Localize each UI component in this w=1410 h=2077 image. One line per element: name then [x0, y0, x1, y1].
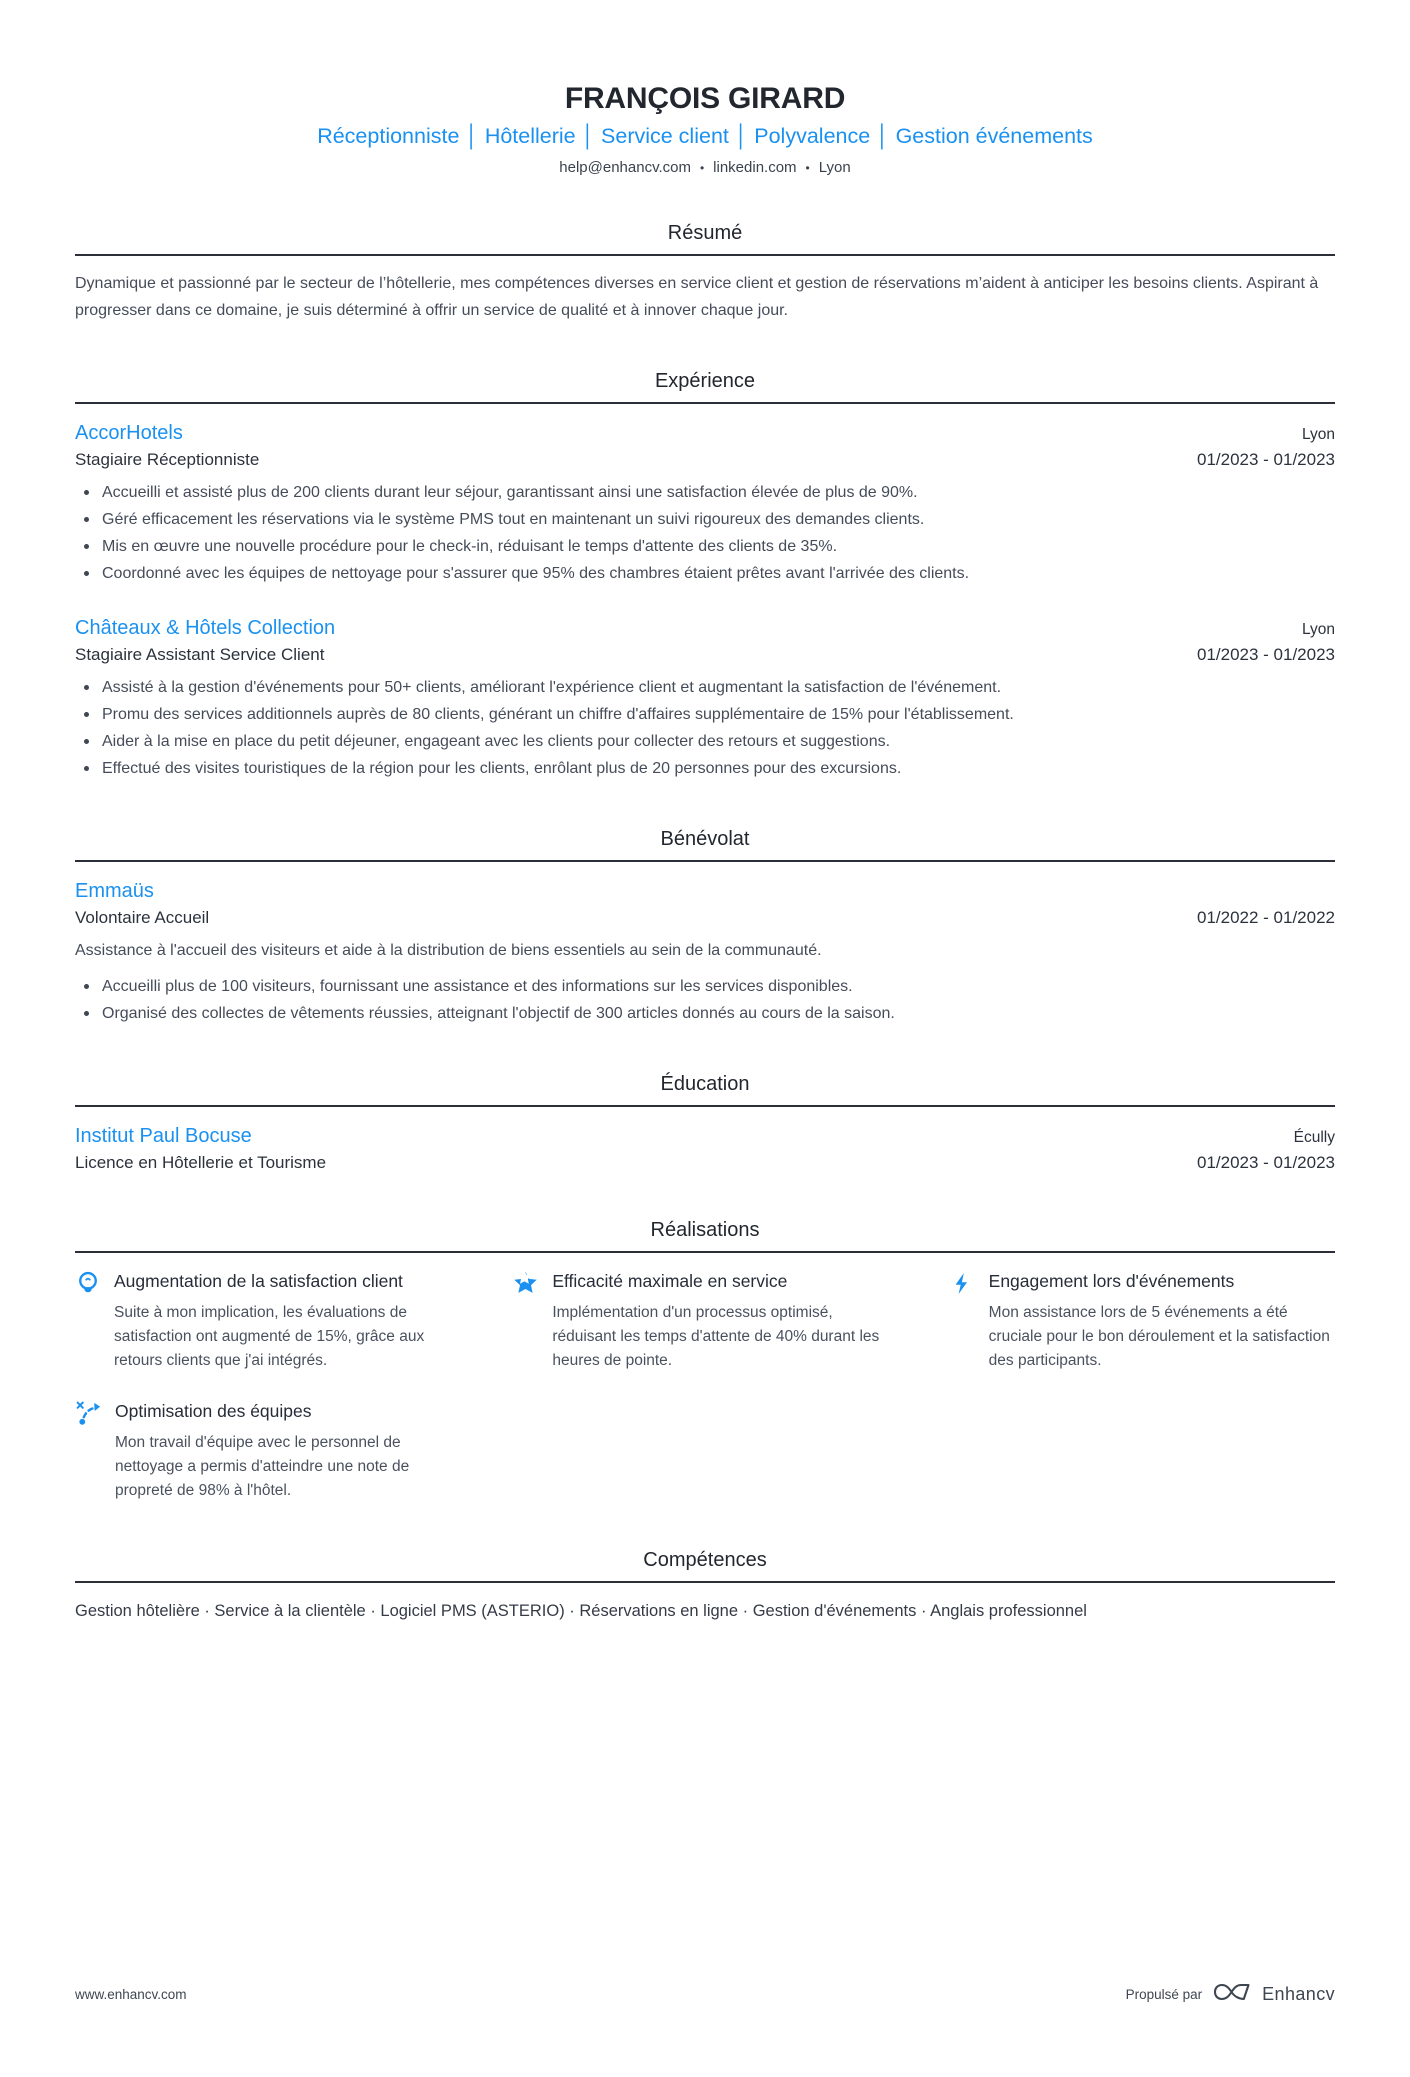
contact-line [75, 159, 1335, 176]
job-location: Lyon [1301, 621, 1335, 638]
skills-list: Gestion hôtelière · Service à la clientèle · Logiciel PMS (ASTERIO) · Réservations en ligne · Gestion d'événements · Anglais professionnel [75, 1602, 1087, 1620]
section-divider [75, 1581, 1335, 1583]
enhancv-wordmark: Enhancv [1262, 1984, 1335, 2004]
summary-heading: Résumé [667, 222, 743, 244]
skills-heading: Compétences [643, 1549, 767, 1571]
education-dates: 01/2023 - 01/2023 [1196, 1153, 1335, 1172]
contact-separator: • [805, 161, 810, 175]
achievements-grid [75, 1269, 1335, 1503]
resume-page [0, 82, 1410, 1627]
job-title: Stagiaire Réceptionniste [75, 450, 260, 469]
volunteer-role: Volontaire Accueil [75, 908, 210, 927]
linkedin-text[interactable]: linkedin.com [713, 159, 797, 176]
job-bullets [75, 674, 1335, 782]
volunteer-bullet: Accueilli plus de 100 visiteurs, fournissant une assistance et des informations sur les services disponibles. [75, 973, 1335, 1000]
job-bullet: Mis en œuvre une nouvelle procédure pour le check-in, réduisant le temps d'attente des clients de 35%. [75, 533, 1335, 560]
experience-heading: Expérience [654, 370, 756, 392]
achievement-title: Efficacité maximale en service [552, 1271, 788, 1291]
job-bullet: Géré efficacement les réservations via le système PMS tout en maintenant un suivi rigoureux des demandes clients. [75, 506, 1335, 533]
company-name: Châteaux & Hôtels Collection [75, 617, 336, 639]
section-divider [75, 860, 1335, 862]
route-icon [75, 1400, 102, 1432]
achievement-text: Mon travail d'équipe avec le personnel de nettoyage a permis d'atteindre une note de propreté de 98% à l'hôtel. [115, 1434, 410, 1499]
achievement-title: Augmentation de la satisfaction client [114, 1271, 403, 1291]
section-skills [75, 1549, 1335, 1627]
job-bullet: Coordonné avec les équipes de nettoyage pour s'assurer que 95% des chambres étaient prêtes avant l'arrivée des clients. [75, 560, 1335, 587]
achievement-item [75, 1399, 460, 1503]
volunteer-dates: 01/2022 - 01/2022 [1196, 908, 1335, 927]
achievement-title: Optimisation des équipes [115, 1401, 312, 1421]
company-name: AccorHotels [75, 422, 183, 444]
contact-separator: • [699, 161, 705, 175]
education-entry [75, 1125, 1335, 1173]
volunteer-bullet: Organisé des collectes de vêtements réussies, atteignant l'objectif de 300 articles donnés au cours de la saison. [75, 1000, 1335, 1027]
email-text[interactable]: help@enhancv.com [559, 159, 691, 176]
achievement-item [75, 1269, 460, 1373]
location-text: Lyon [818, 159, 851, 176]
section-education [75, 1073, 1335, 1173]
job-location: Lyon [1301, 426, 1335, 443]
achievement-text: Mon assistance lors de 5 événements a été cruciale pour le bon déroulement et la satisfaction des participants. [988, 1304, 1330, 1369]
footer-website-link[interactable]: www.enhancv.com [75, 1987, 187, 2002]
section-divider [75, 1251, 1335, 1253]
achievements-heading: Réalisations [650, 1219, 760, 1241]
volunteering-heading: Bénévolat [660, 828, 750, 850]
achievement-title: Engagement lors d'événements [988, 1271, 1235, 1291]
job-bullet: Accueilli et assisté plus de 200 clients durant leur séjour, garantissant ainsi une satisfaction élevée de plus de 90%. [75, 479, 1335, 506]
achievement-item [512, 1269, 897, 1373]
school-name: Institut Paul Bocuse [75, 1125, 252, 1147]
resume-header [75, 82, 1335, 176]
job-title: Stagiaire Assistant Service Client [75, 645, 325, 664]
organization-name: Emmaüs [75, 880, 154, 902]
candidate-name: FRANÇOIS GIRARD [564, 82, 846, 115]
star-icon [512, 1270, 539, 1302]
section-volunteering [75, 828, 1335, 1027]
achievement-text: Suite à mon implication, les évaluations de satisfaction ont augmenté de 15%, grâce aux retours clients que j'ai intégrés. [114, 1304, 425, 1369]
achievement-item [950, 1269, 1335, 1373]
volunteer-description: Assistance à l'accueil des visiteurs et aide à la distribution de biens essentiels au sein de la communauté. [75, 942, 822, 959]
job-dates: 01/2023 - 01/2023 [1196, 450, 1335, 469]
achievement-text: Implémentation d'un processus optimisé, réduisant les temps d'attente de 40% durant les heures de pointe. [552, 1304, 880, 1369]
experience-entry [75, 422, 1335, 587]
section-summary [75, 222, 1335, 324]
powered-by-label: Propulsé par [1125, 1987, 1203, 2002]
section-divider [75, 1105, 1335, 1107]
degree-name: Licence en Hôtellerie et Tourisme [75, 1153, 327, 1172]
candidate-headline: Réceptionniste │ Hôtellerie │ Service client │ Polyvalence │ Gestion événements [317, 124, 1093, 148]
job-bullet: Assisté à la gestion d'événements pour 50+ clients, améliorant l'expérience client et augmentant la satisfaction de l'événement. [75, 674, 1335, 701]
summary-text: Dynamique et passionné par le secteur de l’hôtellerie, mes compétences diverses en service client et gestion de réservations m’aident à anticiper les besoins clients. Aspirant à progresser dans ce domaine, je suis déterminé à offrir un service de qualité et à innover chaque jour. [75, 275, 1319, 319]
section-experience [75, 370, 1335, 782]
school-location: Écully [1293, 1129, 1335, 1146]
section-achievements [75, 1219, 1335, 1503]
experience-entry [75, 617, 1335, 782]
job-bullet: Aider à la mise en place du petit déjeuner, engageant avec les clients pour collecter des retours et suggestions. [75, 728, 1335, 755]
lightning-icon [950, 1270, 976, 1302]
section-divider [75, 254, 1335, 256]
job-bullet: Effectué des visites touristiques de la région pour les clients, enrôlant plus de 20 personnes pour des excursions. [75, 755, 1335, 782]
job-dates: 01/2023 - 01/2023 [1196, 645, 1335, 664]
job-bullets [75, 479, 1335, 587]
job-bullet: Promu des services additionnels auprès de 80 clients, générant un chiffre d'affaires supplémentaire de 15% pour l'établissement. [75, 701, 1335, 728]
volunteer-bullets [75, 973, 1335, 1027]
volunteering-entry [75, 880, 1335, 1027]
section-divider [75, 402, 1335, 404]
education-heading: Éducation [660, 1073, 750, 1095]
lightbulb-icon [75, 1270, 101, 1303]
